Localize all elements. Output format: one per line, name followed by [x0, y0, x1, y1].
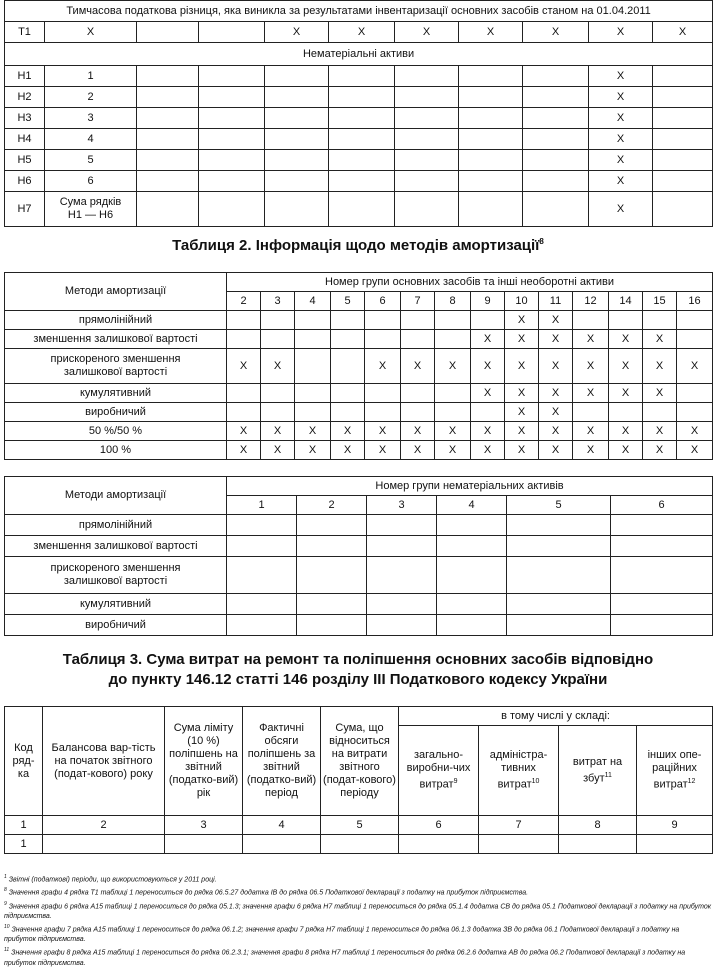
- x-mark: [401, 311, 435, 330]
- x-mark: Х: [589, 171, 653, 192]
- x-mark: Х: [261, 441, 295, 460]
- x-mark: [227, 384, 261, 403]
- x-mark: Х: [401, 349, 435, 384]
- column-number: 9: [637, 816, 713, 835]
- table-2: [4, 272, 713, 460]
- x-mark: [331, 384, 365, 403]
- x-mark: [295, 311, 331, 330]
- method-label: зменшення залишкової вартості: [5, 330, 227, 349]
- x-mark: Х: [331, 422, 365, 441]
- footnote: $^8$ Значення графи 4 рядка Т1 таблиці 1 переноситься до рядка 06.5.27 додатка ІВ до рядка 06.5 Податкової декларації з податку на прибуток підприємства.: [4, 887, 529, 897]
- column-number: 2: [43, 816, 165, 835]
- x-mark: Х: [643, 349, 677, 384]
- row-code: Н3: [5, 108, 45, 129]
- x-mark: Х: [295, 441, 331, 460]
- footnote: $^{11}$ Значення графи 8 рядка А15 таблиці 1 переноситься до рядка 06.2.3.1; значення графи 8 рядка Н7 таблиці 1 переноситься до рядка 06.2.6 додатка АВ до рядка 06.2 Податкової декларації з податку на прибуток підприємства.: [4, 947, 686, 967]
- table-row: Код ряд-ка Балансова вар-тість на початок звітного (подат-кового) року Сума ліміту (10 %) поліпшень на звітний (податко-вий) рік Фактичні обсяги поліпшень за звітний (податко-вий) період Сума, що відноситься на витрати звітного (подат-кового) періоду в тому числі у складі:: [5, 707, 713, 726]
- x-mark: Х: [505, 441, 539, 460]
- method-label: кумулятивний: [5, 594, 227, 615]
- x-mark: [401, 384, 435, 403]
- x-mark: [401, 403, 435, 422]
- row-code: Н4: [5, 129, 45, 150]
- group-number: 3: [261, 292, 295, 311]
- method-label: прискореного зменшення залишкової вартості: [5, 349, 227, 384]
- row-code: Н2: [5, 87, 45, 108]
- x-mark: [261, 403, 295, 422]
- groups-header: Номер групи основних засобів та інші необоротні активи: [227, 273, 713, 292]
- x-mark: Х: [505, 349, 539, 384]
- x-mark: Х: [365, 349, 401, 384]
- x-mark: [573, 311, 609, 330]
- x-mark: Х: [401, 422, 435, 441]
- x-mark: Х: [573, 330, 609, 349]
- x-mark: Х: [505, 384, 539, 403]
- table-row: [5, 536, 713, 557]
- x-mark: [365, 384, 401, 403]
- x-mark: [435, 403, 471, 422]
- row-number: 4: [45, 129, 137, 150]
- x-mark: [261, 311, 295, 330]
- x-mark: Х: [573, 422, 609, 441]
- x-mark: Х: [609, 330, 643, 349]
- x-mark: [677, 311, 713, 330]
- x-mark: Х: [471, 422, 505, 441]
- x-mark: [609, 403, 643, 422]
- x-mark: Х: [435, 422, 471, 441]
- table-row: [5, 557, 713, 594]
- group-number: 15: [643, 292, 677, 311]
- method-label: 100 %: [5, 441, 227, 460]
- table-row: [5, 273, 713, 292]
- x-mark: Х: [261, 349, 295, 384]
- row-number: 6: [45, 171, 137, 192]
- x-mark: Х: [401, 441, 435, 460]
- group-number: 5: [507, 496, 611, 515]
- table-1: [4, 0, 713, 227]
- x-mark: [677, 330, 713, 349]
- method-label: кумулятивний: [5, 384, 227, 403]
- x-mark: Х: [573, 384, 609, 403]
- x-mark: [677, 403, 713, 422]
- table-row: Н7 Сума рядків Н1 — Н6 Х: [5, 192, 713, 227]
- footnotes: [4, 872, 712, 969]
- x-mark: Х: [609, 422, 643, 441]
- method-label: прямолінійний: [5, 515, 227, 536]
- table-row: [5, 441, 713, 460]
- table-row: [5, 615, 713, 636]
- x-mark: Х: [365, 441, 401, 460]
- x-mark: [227, 311, 261, 330]
- table-row: [5, 171, 713, 192]
- x-mark: [435, 311, 471, 330]
- x-mark: [609, 311, 643, 330]
- row-number: 3: [45, 108, 137, 129]
- x-mark: [331, 403, 365, 422]
- x-mark: [471, 311, 505, 330]
- x-mark: Х: [505, 422, 539, 441]
- group-number: 4: [295, 292, 331, 311]
- x-mark: Х: [573, 349, 609, 384]
- x-mark: Х: [573, 441, 609, 460]
- group-number: 8: [435, 292, 471, 311]
- x-mark: [471, 403, 505, 422]
- table-row: [5, 311, 713, 330]
- x-mark: Х: [539, 311, 573, 330]
- table-row: [5, 515, 713, 536]
- method-label: прискореного зменшення залишкової вартості: [5, 557, 227, 594]
- x-mark: Х: [643, 422, 677, 441]
- x-mark: Х: [589, 87, 653, 108]
- table-row: [5, 1, 713, 22]
- x-mark: Х: [539, 441, 573, 460]
- section-label: Нематеріальні активи: [5, 43, 713, 66]
- row-number: 2: [45, 87, 137, 108]
- x-mark: Х: [435, 441, 471, 460]
- row-number: 5: [45, 150, 137, 171]
- x-mark: [331, 311, 365, 330]
- table-2-intangible: [4, 476, 713, 636]
- table3-title: Таблиця 3. Сума витрат на ремонт та поліпшення основних засобів відповідно до пункту 146.12 статті 146 розділу ІІІ Податкового кодексу України: [62, 651, 654, 688]
- table-row: [5, 150, 713, 171]
- x-mark: Х: [589, 66, 653, 87]
- x-mark: [401, 330, 435, 349]
- x-mark: [295, 349, 331, 384]
- x-mark: Х: [227, 441, 261, 460]
- x-mark: [643, 403, 677, 422]
- column-number: 1: [5, 816, 43, 835]
- x-mark: Х: [643, 384, 677, 403]
- x-mark: Х: [365, 422, 401, 441]
- table-row: [5, 816, 713, 835]
- table2-title: Таблиця 2. Інформація щодо методів амортизації$^8$: [172, 237, 544, 254]
- x-mark: Х: [677, 422, 713, 441]
- footnote: $^{10}$ Значення графи 7 рядка А15 таблиці 1 переноситься до рядка 06.1.2; значення графи 7 рядка Н7 таблиці 1 переноситься до рядка 06.1.3 додатка ЗВ до рядка 06.1 Податкової декларації з податку на прибуток підприємства.: [4, 923, 680, 944]
- x-mark: [643, 311, 677, 330]
- footnote: $^9$ Значення графи 6 рядка А15 таблиці 1 переноситься до рядка 05.1.3; значення графи 6 рядка Н7 таблиці 1 переноситься до рядка 05.1.4 додатка СВ до рядка 05.1 Податкової декларації з податку на прибуток підприємства.: [4, 900, 712, 920]
- x-mark: [365, 403, 401, 422]
- table-3: [4, 706, 713, 854]
- group-number: 2: [297, 496, 367, 515]
- x-mark: [365, 311, 401, 330]
- x-mark: [331, 330, 365, 349]
- table-row: [5, 66, 713, 87]
- table-row: 1: [5, 835, 713, 854]
- x-mark: Х: [643, 330, 677, 349]
- table-row: [5, 594, 713, 615]
- group-number: 5: [331, 292, 365, 311]
- row-code: Н1: [5, 66, 45, 87]
- table-row: [5, 330, 713, 349]
- x-mark: Х: [471, 441, 505, 460]
- table-row: [5, 384, 713, 403]
- table-row: [5, 108, 713, 129]
- x-mark: Х: [505, 330, 539, 349]
- x-mark: Х: [539, 422, 573, 441]
- group-number: 16: [677, 292, 713, 311]
- table-row: [5, 43, 713, 66]
- methods-header: Методи амортизації: [5, 273, 227, 311]
- x-mark: [365, 330, 401, 349]
- x-mark: Х: [539, 349, 573, 384]
- table-row: Т1 Х Х Х Х Х Х Х Х: [5, 22, 713, 43]
- footnote: $^1$ Звітні (податкові) періоди, що використовуються у 2011 році.: [4, 874, 217, 884]
- group-number: 12: [573, 292, 609, 311]
- group-number: 4: [437, 496, 507, 515]
- method-label: виробничий: [5, 615, 227, 636]
- x-mark: [295, 403, 331, 422]
- column-number: 3: [165, 816, 243, 835]
- row-number: 1: [45, 66, 137, 87]
- method-label: 50 %/50 %: [5, 422, 227, 441]
- methods-header: Методи амортизації: [5, 477, 227, 515]
- group-number: 10: [505, 292, 539, 311]
- method-label: зменшення залишкової вартості: [5, 536, 227, 557]
- x-mark: [227, 403, 261, 422]
- x-mark: Х: [435, 349, 471, 384]
- group-number: 11: [539, 292, 573, 311]
- method-label: прямолінійний: [5, 311, 227, 330]
- x-mark: Х: [677, 441, 713, 460]
- column-number: 5: [321, 816, 399, 835]
- x-mark: [331, 349, 365, 384]
- x-mark: [677, 384, 713, 403]
- x-mark: Х: [609, 349, 643, 384]
- x-mark: [435, 330, 471, 349]
- row-code: Н6: [5, 171, 45, 192]
- x-mark: Х: [471, 384, 505, 403]
- x-mark: [227, 330, 261, 349]
- column-number: 4: [243, 816, 321, 835]
- x-mark: Х: [505, 403, 539, 422]
- x-mark: Х: [227, 349, 261, 384]
- x-mark: [573, 403, 609, 422]
- table-row: [5, 129, 713, 150]
- x-mark: [261, 330, 295, 349]
- x-mark: Х: [539, 330, 573, 349]
- x-mark: Х: [643, 441, 677, 460]
- group-number: 6: [611, 496, 713, 515]
- table-row: загально-виробни-чих витрат$^9$ адміністра-тивних витрат$^{10}$ витрат на збут$^{11}$ інших опе-раційних витрат$^{12}$: [5, 726, 713, 816]
- x-mark: Х: [539, 403, 573, 422]
- method-label: виробничий: [5, 403, 227, 422]
- x-mark: Х: [295, 422, 331, 441]
- group-number: 9: [471, 292, 505, 311]
- group-number: 2: [227, 292, 261, 311]
- table-row: [5, 87, 713, 108]
- x-mark: Х: [539, 384, 573, 403]
- table-row: [5, 403, 713, 422]
- x-mark: Х: [589, 150, 653, 171]
- column-number: 6: [399, 816, 479, 835]
- x-mark: Х: [261, 422, 295, 441]
- table-row: [5, 477, 713, 496]
- x-mark: Х: [677, 349, 713, 384]
- x-mark: Х: [609, 441, 643, 460]
- x-mark: [295, 384, 331, 403]
- group-number: 14: [609, 292, 643, 311]
- row-code: Н5: [5, 150, 45, 171]
- table1-header: Тимчасова податкова різниця, яка виникла за результатами інвентаризації основних засобів станом на 01.04.2011: [5, 1, 713, 22]
- x-mark: Х: [331, 441, 365, 460]
- x-mark: Х: [589, 129, 653, 150]
- group-number: 1: [227, 496, 297, 515]
- x-mark: Х: [471, 330, 505, 349]
- intangible-groups-header: Номер групи нематеріальних активів: [227, 477, 713, 496]
- group-number: 7: [401, 292, 435, 311]
- x-mark: [261, 384, 295, 403]
- table-row: [5, 349, 713, 384]
- column-number: 7: [479, 816, 559, 835]
- column-number: 8: [559, 816, 637, 835]
- x-mark: [435, 384, 471, 403]
- x-mark: [295, 330, 331, 349]
- x-mark: Х: [589, 108, 653, 129]
- x-mark: Х: [609, 384, 643, 403]
- group-number: 6: [365, 292, 401, 311]
- table-row: [5, 422, 713, 441]
- x-mark: Х: [471, 349, 505, 384]
- group-number: 3: [367, 496, 437, 515]
- x-mark: Х: [227, 422, 261, 441]
- x-mark: Х: [505, 311, 539, 330]
